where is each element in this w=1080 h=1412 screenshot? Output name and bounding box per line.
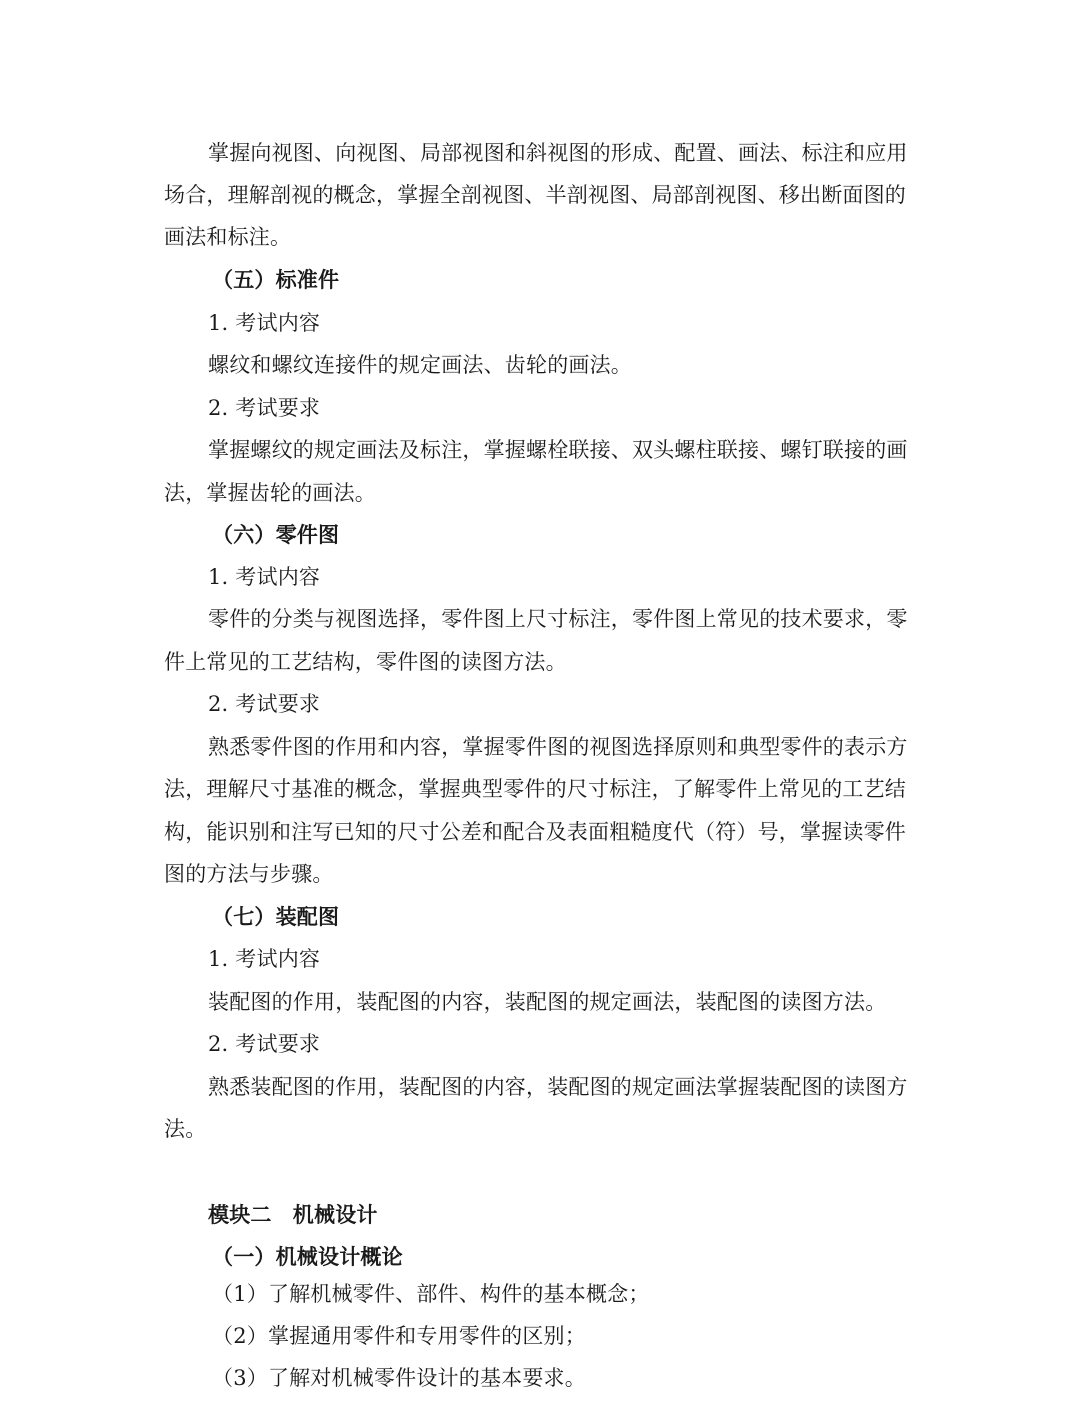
section6-req-line-4: 图的方法与步骤。	[164, 862, 334, 886]
section7-content: 装配图的作用，装配图的内容，装配图的规定画法，装配图的读图方法。	[208, 990, 887, 1014]
section7-req-line-2: 法。	[164, 1117, 207, 1141]
section5-req-label: 2. 考试要求	[208, 396, 321, 420]
section6-content-label: 1. 考试内容	[208, 565, 321, 589]
section5-title: （五）标准件	[212, 268, 340, 292]
section5-content: 螺纹和螺纹连接件的规定画法、齿轮的画法。	[208, 353, 632, 377]
section6-req-line-3: 构，能识别和注写已知的尺寸公差和配合及表面粗糙度代（符）号，掌握读零件	[164, 820, 906, 844]
module2-title: 模块二 机械设计	[208, 1203, 378, 1227]
section6-content-line-2: 件上常见的工艺结构，零件图的读图方法。	[164, 650, 567, 674]
para1-line-1: 掌握向视图、向视图、局部视图和斜视图的形成、配置、画法、标注和应用	[208, 141, 908, 165]
section7-req-label: 2. 考试要求	[208, 1032, 321, 1056]
section7-title: （七）装配图	[212, 905, 340, 929]
section6-content-line-1: 零件的分类与视图选择，零件图上尺寸标注，零件图上常见的技术要求，零	[208, 607, 908, 631]
section7-req-line-1: 熟悉装配图的作用，装配图的内容，装配图的规定画法掌握装配图的读图方	[208, 1075, 908, 1099]
section7-content-label: 1. 考试内容	[208, 947, 321, 971]
section5-req-line-1: 掌握螺纹的规定画法及标注，掌握螺栓联接、双头螺柱联接、螺钉联接的画	[208, 438, 908, 462]
module2-item-1: （1）了解机械零件、部件、构件的基本概念；	[212, 1282, 650, 1306]
module2-item-3: （3）了解对机械零件设计的基本要求。	[212, 1366, 586, 1390]
section6-req-label: 2. 考试要求	[208, 692, 321, 716]
module2-item-2: （2）掌握通用零件和专用零件的区别；	[212, 1324, 586, 1348]
section5-req-line-2: 法，掌握齿轮的画法。	[164, 481, 376, 505]
para1-line-3: 画法和标注。	[164, 225, 292, 249]
para1-line-2: 场合，理解剖视的概念，掌握全剖视图、半剖视图、局部剖视图、移出断面图的	[164, 183, 906, 207]
section6-req-line-1: 熟悉零件图的作用和内容，掌握零件图的视图选择原则和典型零件的表示方	[208, 735, 908, 759]
section6-req-line-2: 法，理解尺寸基准的概念，掌握典型零件的尺寸标注，了解零件上常见的工艺结	[164, 777, 906, 801]
section5-content-label: 1. 考试内容	[208, 311, 321, 335]
module2-section1-title: （一）机械设计概论	[212, 1245, 403, 1269]
section6-title: （六）零件图	[212, 523, 340, 547]
